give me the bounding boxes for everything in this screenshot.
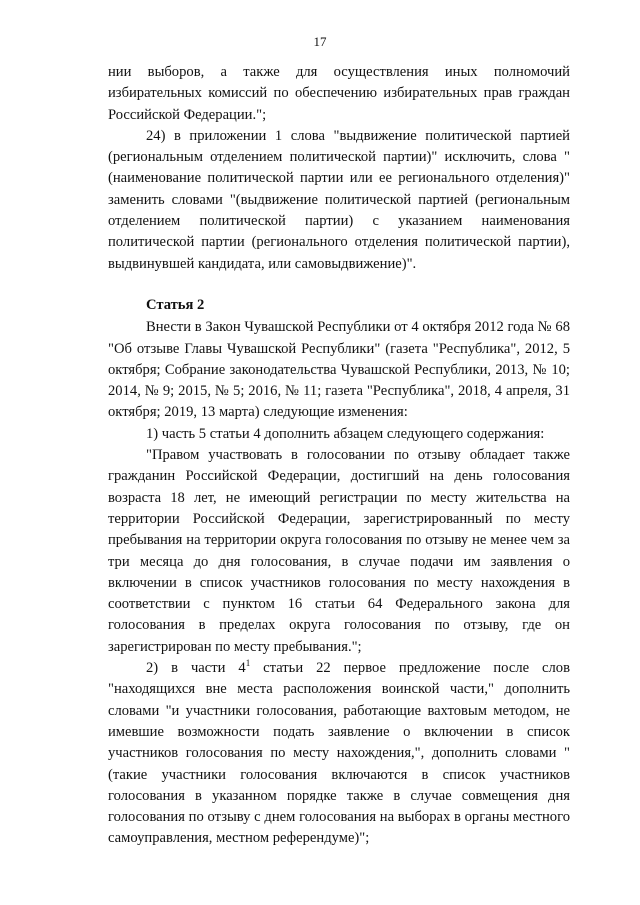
paragraph-quoted-text: "Правом участвовать в голосовании по отзыву обладает также гражданин Российской Федерации, достигший на день голосования возраста 18 лет, не имеющий регистрации по месту жительства на территории Российской Федерации, зарегистрированный по месту пребывания на территории округа голосования по отзыву не менее чем за три месяца до дня голосования, в случае подачи им заявления о включении в список участников голосования по месту нахождения в соответствии с пунктом 16 статьи 64 Федерального закона для голосования в пределах округа голосования по отзыву, где он зарегистрирован по месту пребывания."; [108,447,570,655]
paragraph-continuation: нии выборов, а также для осуществления иных полномочий избирательных комиссий по обеспечению избирательных прав граждан Российской Федерации."; [108,64,570,123]
paragraph-item-24: 24) в приложении 1 слова "выдвижение политической партией (региональным отделением политической партии)" исключить, слова "(наименование политической партии или ее регионального отделения)" заменить словами "(выдвижение политической партией (региональным отделением политической партии) с указанием наименования политической партии (регионального отделения политической партии), выдвинувшей кандидата, или самовыдвижение)". [108,127,570,272]
page-number: 17 [313,34,327,49]
item-2-rest: статьи 22 первое предложение после слов "находящихся вне места расположения воинской части," дополнить словами "и участники голосования, работающие вахтовым методом, не имевшие возможности подать заявление о включении в список участников голосования по месту нахождения,", дополнить словами "(такие участники голосования включаются в список участников голосования в указанном порядке также в случае совмещения дня голосования по отзыву с днем голосования на выборах в органы местного самоуправления, местном референдуме)"; [108,660,570,847]
item-2-start: 2) в части 4 [146,660,246,677]
paragraph-item-2 [108,658,570,850]
document-body [108,62,570,850]
superscript-index: 1 [245,658,251,669]
article-heading: Статья 2 [146,296,205,313]
paragraph-item-1: 1) часть 5 статьи 4 дополнить абзацем следующего содержания: [146,425,545,442]
paragraph-article-intro: Внести в Закон Чувашской Республики от 4 октября 2012 года № 68 "Об отзыве Главы Чувашской Республики" (газета "Республика", 2012, 5 октября; Собрание законодательства Чувашской Республики, 2013, № 10; 2014, № 9; 2015, № 5; 2016, № 11; газета "Республика", 2018, 4 апреля, 31 октября; 2019, 13 марта) следующие изменения: [108,319,570,421]
